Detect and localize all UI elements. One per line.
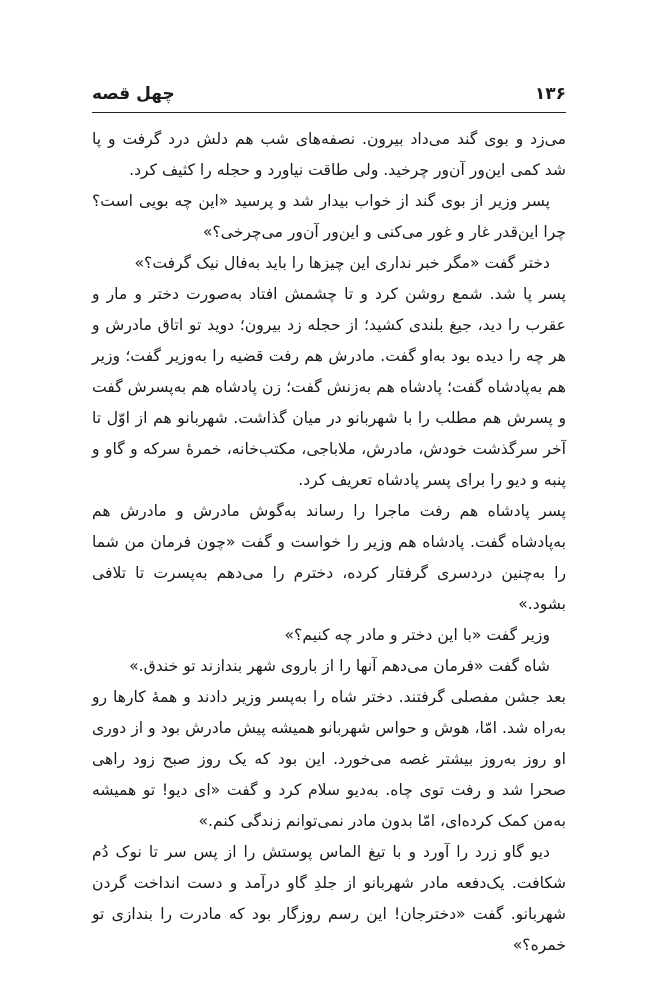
- paragraph: بعد جشن مفصلی گرفتند. دختر شاه را به‌پسر وزیر دادند و همهٔ کارها رو به‌راه شد. امّا، هوش و حواس شهربانو همیشه پیش مادرش بود و از دوری او روز به‌روز بیشتر غصه می‌خورد. این بود که یک روز صبح زود راهی صحرا شد و رفت توی چاه. به‌دیو سلام کرد و گفت «ای دیو! تو همیشه به‌من کمک کرده‌ای، امّا بدون مادر نمی‌توانم زندگی کنم.»: [92, 688, 566, 830]
- paragraph: دختر گفت «مگر خبر نداری این چیزها را باید به‌فال نیک گرفت؟»: [134, 254, 550, 272]
- running-title: چهل قصه: [92, 84, 175, 104]
- paragraph: پسر وزیر از بوی گند از خواب بیدار شد و پرسید «این چه بویی است؟ چرا این‌قدر غار و غور می‌کنی و این‌ور آن‌ور می‌چرخی؟»: [92, 192, 566, 241]
- page-number: ۱۳۶: [534, 84, 566, 104]
- header-rule: [92, 112, 566, 113]
- paragraph: وزیر گفت «با این دختر و مادر چه کنیم؟»: [284, 626, 550, 644]
- paragraph: می‌زد و بوی گند می‌داد بیرون. نصفه‌های شب هم دلش درد گرفت و پا شد کمی این‌ور آن‌ور چرخید. ولی طاقت نیاورد و حجله را کثیف کرد.: [92, 130, 566, 179]
- page-header: [92, 82, 566, 112]
- paragraph: پسر پادشاه هم رفت ماجرا را رساند به‌گوش مادرش و مادرش هم به‌پادشاه گفت. پادشاه هم وزیر را خواست و گفت «چون فرمان من شما را به‌چنین دردسری گرفتار کرده، دخترم را می‌دهم به‌پسرت تا تلافی بشود.»: [92, 502, 566, 613]
- body-text: [92, 124, 566, 961]
- paragraph: پسر پا شد. شمع روشن کرد و تا چشمش افتاد به‌صورت دختر و مار و عقرب را دید، جیغ بلندی کشید؛ از حجله زد بیرون؛ دوید تو اتاق مادرش و هر چه را دیده بود به‌او گفت. مادرش هم رفت قضیه را به‌وزیر گفت؛ وزیر هم به‌پادشاه گفت؛ پادشاه هم به‌زنش گفت؛ زن پادشاه هم به‌پسرش گفت و پسرش هم مطلب را با شهربانو در میان گذاشت. شهربانو هم از اوّل تا آخر سرگذشت خودش، مادرش، ملاباجی، مکتب‌خانه، خمرهٔ سرکه و گاو و پنبه و دیو را برای پسر پادشاه تعریف کرد.: [92, 285, 566, 489]
- paragraph: شاه گفت «فرمان می‌دهم آنها را از باروی شهر بندازند تو خندق.»: [129, 657, 550, 675]
- paragraph: دیو گاو زرد را آورد و با تیغ الماس پوستش را از پس سر تا نوک دُم شکافت. یک‌دفعه مادر شهربانو از جلدِ گاو درآمد و دست انداخت گردن شهربانو. گفت «دخترجان! این رسم روزگار بود که مادرت را بندازی تو خمره؟»: [92, 843, 566, 954]
